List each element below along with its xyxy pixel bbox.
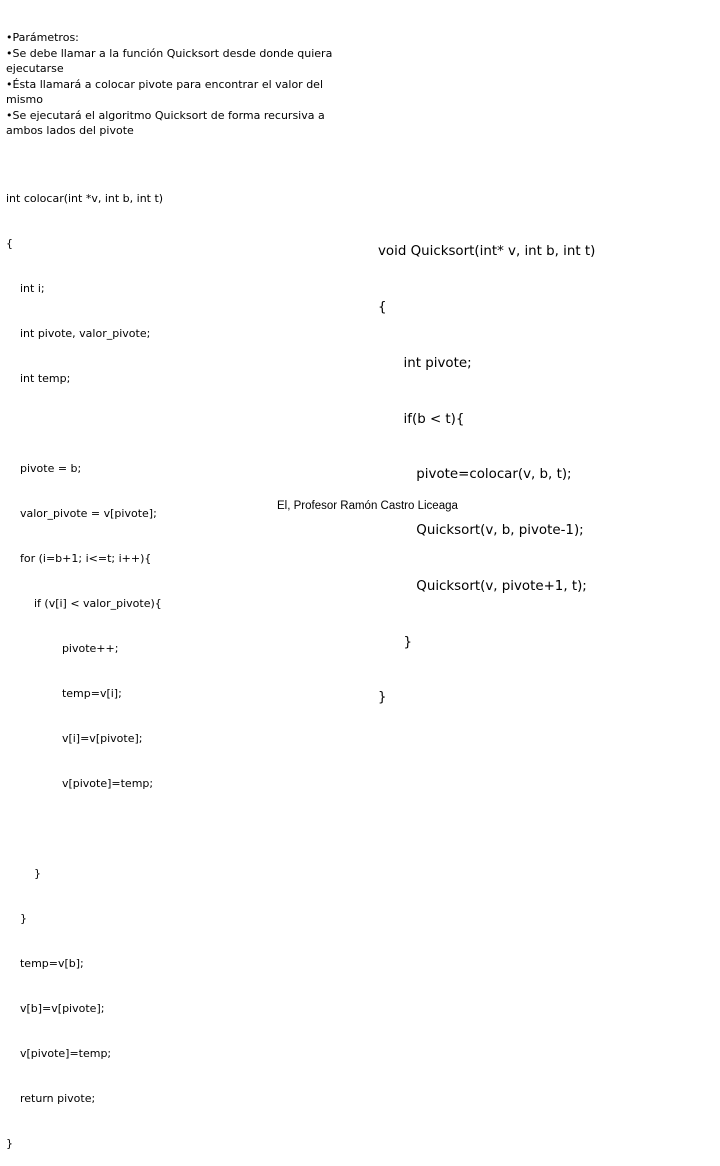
code-line: {	[6, 237, 13, 250]
code-line: v[i]=v[pivote];	[6, 732, 143, 745]
code-line: int pivote, valor_pivote;	[6, 327, 151, 340]
parameter-item: •Se debe llamar a la función Quicksort desde donde quiera ejecutarse	[6, 46, 333, 75]
code-line: pivote = b;	[6, 462, 82, 475]
code-line: }	[6, 1137, 13, 1150]
code-line: }	[6, 912, 27, 925]
code-line	[6, 416, 163, 431]
code-line: int pivote;	[378, 355, 472, 371]
code-line: temp=v[i];	[6, 687, 122, 700]
code-line: Quicksort(v, b, pivote-1);	[378, 523, 584, 539]
code-line: temp=v[b];	[6, 957, 84, 970]
quicksort-code-block	[378, 206, 595, 727]
parameter-item: •Ésta llamará a colocar pivote para encontrar el valor del mismo	[6, 77, 324, 106]
code-line: v[pivote]=temp;	[6, 777, 154, 790]
code-line	[6, 821, 163, 836]
parameters-list	[6, 30, 356, 139]
code-line: pivote++;	[6, 642, 119, 655]
parameter-item: •Parámetros:	[6, 31, 79, 44]
code-line: return pivote;	[6, 1092, 96, 1105]
code-line: v[b]=v[pivote];	[6, 1002, 105, 1015]
code-line: int i;	[6, 282, 45, 295]
code-line: for (i=b+1; i<=t; i++){	[6, 552, 152, 565]
code-line: }	[378, 634, 413, 650]
code-line: }	[378, 690, 387, 706]
code-line: int temp;	[6, 372, 71, 385]
code-line: pivote=colocar(v, b, t);	[378, 467, 572, 483]
colocar-code-block	[6, 161, 163, 1166]
code-line: void Quicksort(int* v, int b, int t)	[378, 244, 596, 260]
code-line: {	[378, 299, 387, 315]
code-line: v[pivote]=temp;	[6, 1047, 112, 1060]
code-line: Quicksort(v, pivote+1, t);	[378, 578, 587, 594]
code-line: valor_pivote = v[pivote];	[6, 507, 157, 520]
author-footer: El, Profesor Ramón Castro Liceaga	[277, 500, 458, 512]
code-line: }	[6, 867, 41, 880]
code-line: int colocar(int *v, int b, int t)	[6, 192, 164, 205]
code-line: if (v[i] < valor_pivote){	[6, 597, 162, 610]
parameter-item: •Se ejecutará el algoritmo Quicksort de forma recursiva a ambos lados del pivote	[6, 108, 325, 137]
code-line: if(b < t){	[378, 411, 465, 427]
